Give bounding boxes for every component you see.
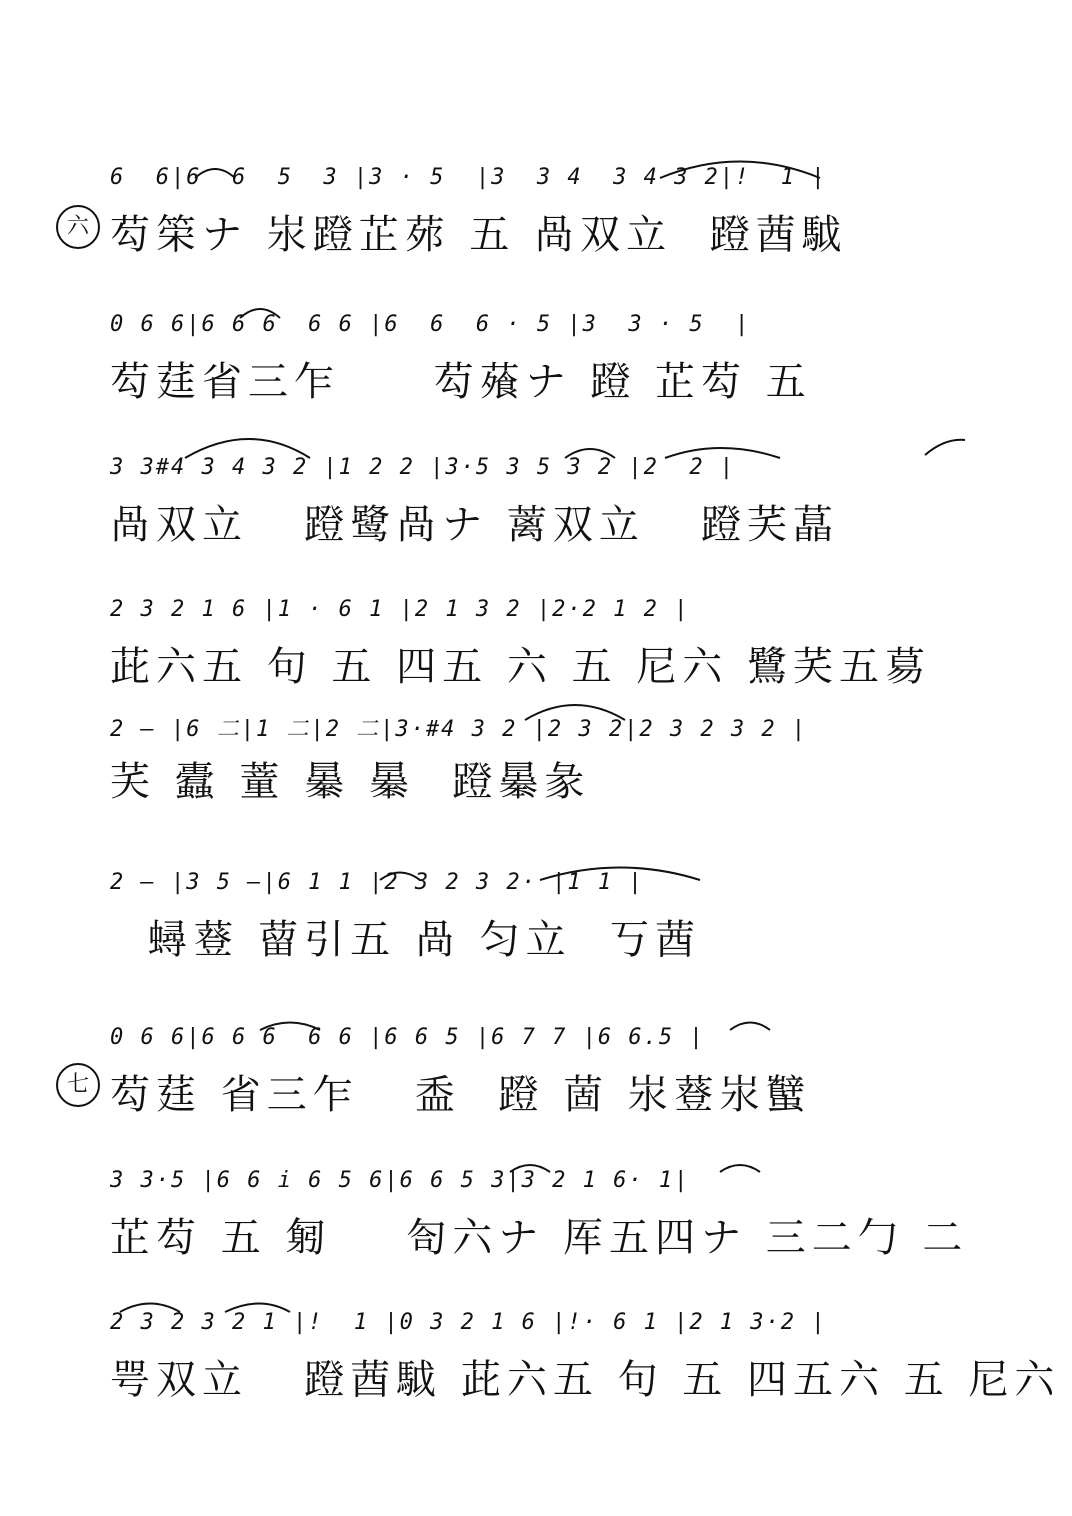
guqin-tablature: 茈六五 句 五 四五 六 五 尼六 鷺芺五䓪 (110, 644, 932, 690)
jianpu-notes: 6 6|6 6 5 3 |3 · 5 |3 3 4 3 4 3 2|! 1 | (110, 165, 827, 190)
guqin-tablature: 芶筞ナ 汖蹬芷茒 五 咼双立 蹬莤䮅 (110, 212, 848, 258)
guqin-tablature: 芷芶 五 匑 匌六ナ 厍五四ナ 三二勹 二 (110, 1215, 969, 1261)
slur (185, 439, 310, 458)
slur (720, 1165, 760, 1172)
slur (260, 1023, 320, 1031)
slur (540, 868, 700, 881)
slur (660, 162, 820, 179)
guqin-tablature: 芶莛省三乍 芶蕵ナ 蹬 芷芶 五 (110, 359, 812, 405)
slur (240, 309, 280, 318)
jianpu-notes: 2 3 2 3 2 1 |! 1 |0 3 2 1 6 |!· 6 1 |2 1 3·2 | (110, 1310, 827, 1335)
slur (525, 705, 625, 720)
guqin-tablature: 咼双立 蹬鹭咼ナ 蓠双立 蹬芺蕌 (110, 502, 840, 548)
slur (120, 1304, 180, 1313)
slur (925, 440, 965, 455)
slur (730, 1023, 770, 1031)
slur (195, 169, 235, 178)
section-marker-6: 六 (56, 205, 100, 249)
guqin-tablature: 蟳䔲 蒥引五 咼 匀立 丂莤 (110, 917, 702, 963)
jianpu-notes: 2 — |3 5 —|6 1 1 |2 3 2 3 2· |1 1 | (110, 870, 644, 895)
jianpu-notes: 2 — |6 二|1 二|2 二|3·#4 3 2 |2 3 2|2 3 2 3 2 | (110, 717, 808, 742)
section-marker-7: 七 (56, 1063, 100, 1107)
jianpu-notes: 0 6 6|6 6 6 6 6 |6 6 5 |6 7 7 |6 6.5 | (110, 1025, 705, 1050)
slur (665, 448, 780, 458)
jianpu-notes: 2 3 2 1 6 |1 · 6 1 |2 1 3 2 |2·2 1 2 | (110, 597, 690, 622)
slur (510, 1165, 550, 1172)
guqin-tablature: 芶莛 省三乍 盉 蹬 䓢 汖䔲汖蠥 (110, 1072, 812, 1118)
jianpu-notes: 3 3#4 3 4 3 2 |1 2 2 |3·5 3 5 3 2 |2 2 | (110, 455, 736, 480)
guqin-tablature: 芺 蠹 蕫 曓 曓 蹬曓彖 (110, 759, 591, 805)
jianpu-notes: 0 6 6|6 6 6 6 6 |6 6 6 · 5 |3 3 · 5 | (110, 312, 751, 337)
slur (225, 1304, 290, 1313)
guqin-tablature: 咢双立 蹬莤䮅 茈六五 句 五 四五六 五 尼六 (110, 1357, 1061, 1403)
slur (565, 449, 615, 458)
slur (380, 873, 420, 881)
jianpu-notes: 3 3·5 |6 6 i 6 5 6|6 6 5 3|3 2 1 6· 1| (110, 1168, 690, 1193)
